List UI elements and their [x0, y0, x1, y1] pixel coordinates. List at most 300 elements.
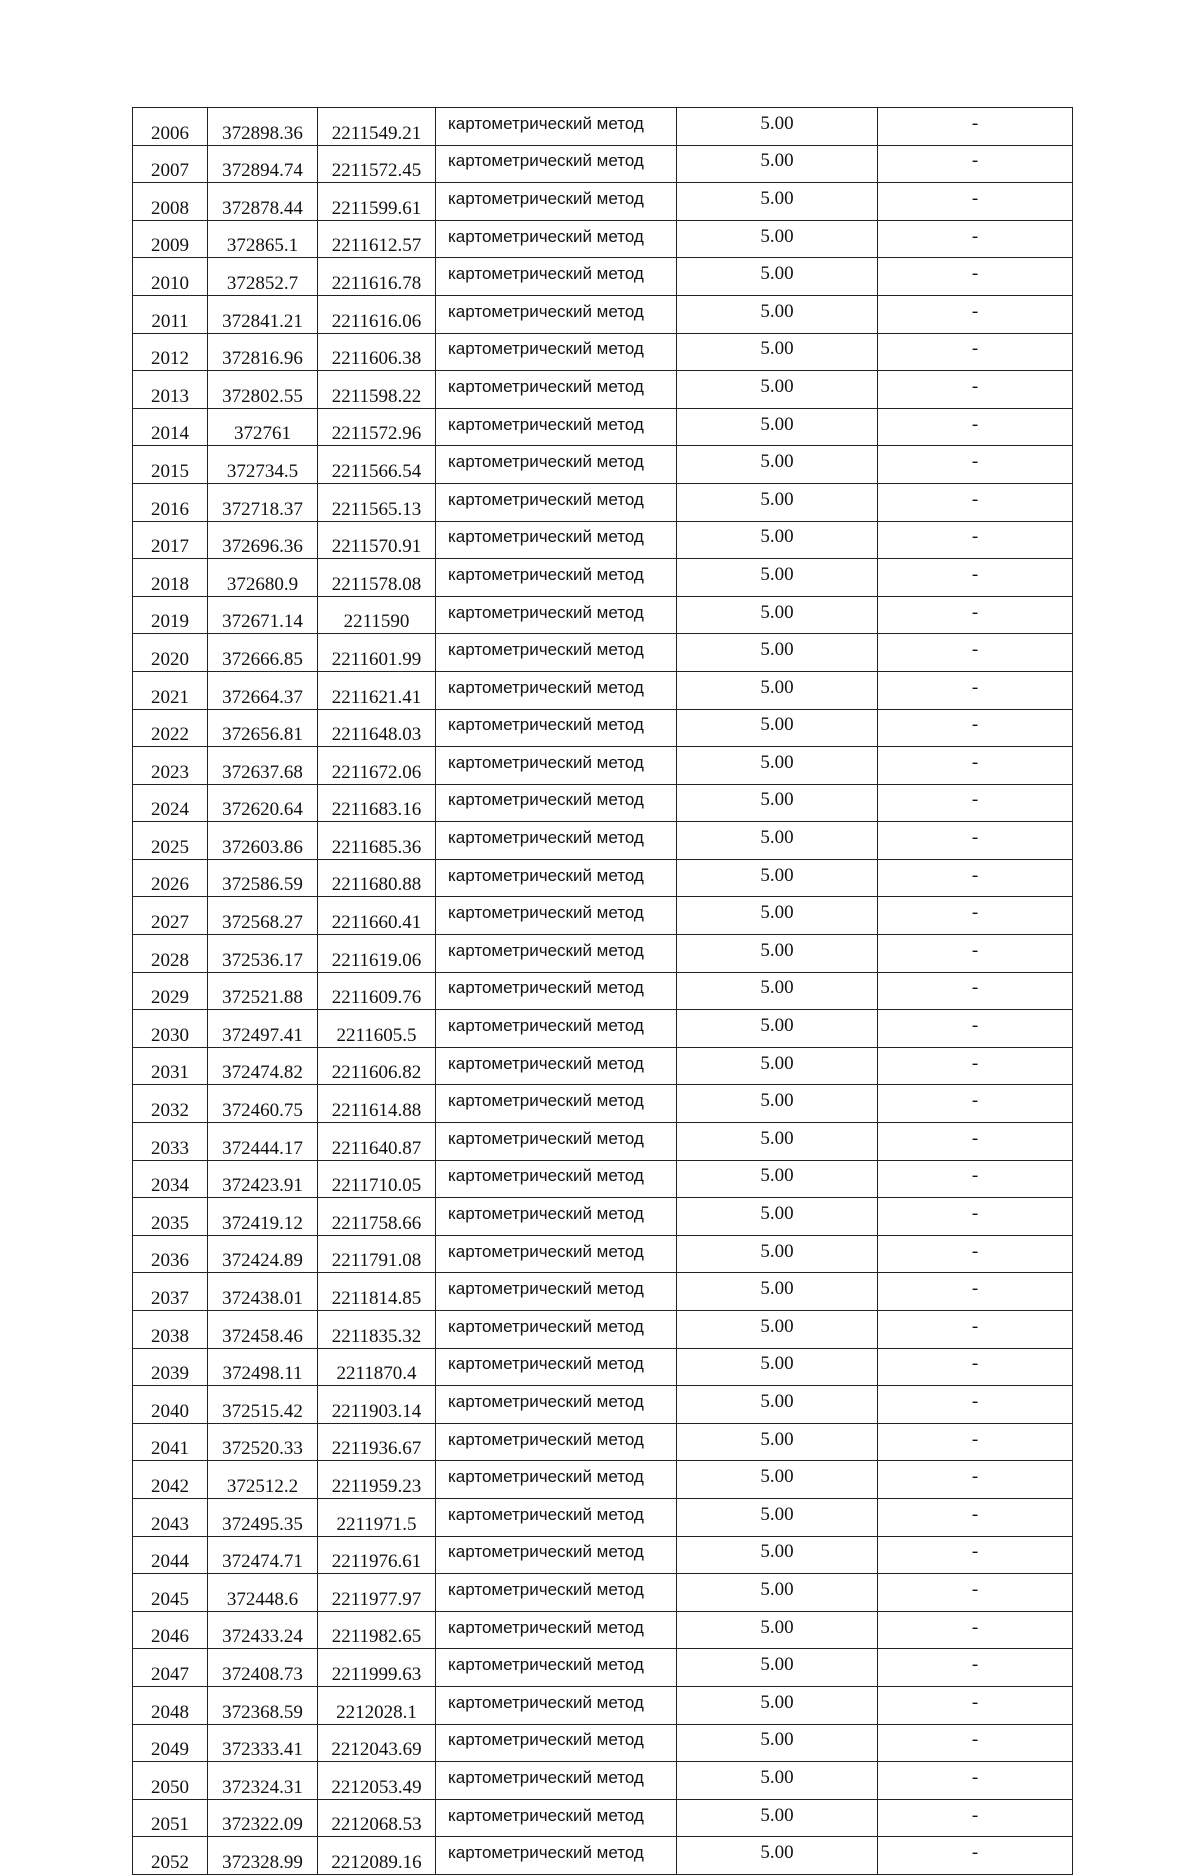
y-coordinate-cell: 2211870.4: [318, 1348, 436, 1386]
accuracy-cell: 5.00: [677, 822, 878, 860]
table-row: [133, 1724, 1073, 1762]
table-row: [133, 822, 1073, 860]
y-coordinate-cell: 2211572.96: [318, 408, 436, 446]
x-coordinate-cell: 372536.17: [208, 935, 318, 973]
accuracy-cell: 5.00: [677, 559, 878, 597]
note-cell: -: [878, 220, 1073, 258]
note-cell: -: [878, 1461, 1073, 1499]
method-cell: картометрический метод: [436, 1311, 677, 1349]
method-cell: картометрический метод: [436, 258, 677, 296]
x-coordinate-cell: 372328.99: [208, 1837, 318, 1875]
table-row: [133, 559, 1073, 597]
note-cell: -: [878, 559, 1073, 597]
method-cell: картометрический метод: [436, 784, 677, 822]
x-coordinate-cell: 372761: [208, 408, 318, 446]
y-coordinate-cell: 2211621.41: [318, 671, 436, 709]
table-row: [133, 671, 1073, 709]
table-row: [133, 935, 1073, 973]
accuracy-cell: 5.00: [677, 1085, 878, 1123]
accuracy-cell: 5.00: [677, 1611, 878, 1649]
y-coordinate-cell: 2211572.45: [318, 145, 436, 183]
table-row: [133, 784, 1073, 822]
note-cell: -: [878, 1649, 1073, 1687]
x-coordinate-cell: 372424.89: [208, 1235, 318, 1273]
method-cell: картометрический метод: [436, 897, 677, 935]
y-coordinate-cell: 2211758.66: [318, 1198, 436, 1236]
point-number-cell: 2048: [133, 1686, 208, 1724]
accuracy-cell: 5.00: [677, 1686, 878, 1724]
point-number-cell: 2025: [133, 822, 208, 860]
method-cell: картометрический метод: [436, 521, 677, 559]
note-cell: -: [878, 145, 1073, 183]
table-row: [133, 859, 1073, 897]
method-cell: картометрический метод: [436, 1235, 677, 1273]
table-row: [133, 1799, 1073, 1837]
table-row: [133, 108, 1073, 146]
y-coordinate-cell: 2212028.1: [318, 1686, 436, 1724]
table-row: [133, 145, 1073, 183]
accuracy-cell: 5.00: [677, 972, 878, 1010]
x-coordinate-cell: 372620.64: [208, 784, 318, 822]
y-coordinate-cell: 2211660.41: [318, 897, 436, 935]
note-cell: -: [878, 1047, 1073, 1085]
point-number-cell: 2021: [133, 671, 208, 709]
table-row: [133, 1348, 1073, 1386]
point-number-cell: 2041: [133, 1423, 208, 1461]
table-row: [133, 1123, 1073, 1161]
point-number-cell: 2035: [133, 1198, 208, 1236]
y-coordinate-cell: 2211903.14: [318, 1386, 436, 1424]
table-row: [133, 408, 1073, 446]
y-coordinate-cell: 2211976.61: [318, 1536, 436, 1574]
y-coordinate-cell: 2211614.88: [318, 1085, 436, 1123]
point-number-cell: 2045: [133, 1574, 208, 1612]
table-row: [133, 747, 1073, 785]
method-cell: картометрический метод: [436, 1498, 677, 1536]
y-coordinate-cell: 2211977.97: [318, 1574, 436, 1612]
point-number-cell: 2022: [133, 709, 208, 747]
y-coordinate-cell: 2211616.78: [318, 258, 436, 296]
accuracy-cell: 5.00: [677, 1348, 878, 1386]
method-cell: картометрический метод: [436, 559, 677, 597]
y-coordinate-cell: 2211959.23: [318, 1461, 436, 1499]
y-coordinate-cell: 2211710.05: [318, 1160, 436, 1198]
accuracy-cell: 5.00: [677, 1047, 878, 1085]
accuracy-cell: 5.00: [677, 859, 878, 897]
accuracy-cell: 5.00: [677, 1311, 878, 1349]
y-coordinate-cell: 2211601.99: [318, 634, 436, 672]
table-row: [133, 1198, 1073, 1236]
y-coordinate-cell: 2211570.91: [318, 521, 436, 559]
y-coordinate-cell: 2211549.21: [318, 108, 436, 146]
note-cell: -: [878, 822, 1073, 860]
point-number-cell: 2039: [133, 1348, 208, 1386]
point-number-cell: 2049: [133, 1724, 208, 1762]
x-coordinate-cell: 372444.17: [208, 1123, 318, 1161]
method-cell: картометрический метод: [436, 671, 677, 709]
point-number-cell: 2013: [133, 371, 208, 409]
table-row: [133, 596, 1073, 634]
method-cell: картометрический метод: [436, 1799, 677, 1837]
method-cell: картометрический метод: [436, 1536, 677, 1574]
x-coordinate-cell: 372512.2: [208, 1461, 318, 1499]
point-number-cell: 2024: [133, 784, 208, 822]
note-cell: -: [878, 859, 1073, 897]
table-row: [133, 1235, 1073, 1273]
x-coordinate-cell: 372656.81: [208, 709, 318, 747]
method-cell: картометрический метод: [436, 1611, 677, 1649]
accuracy-cell: 5.00: [677, 1536, 878, 1574]
point-number-cell: 2044: [133, 1536, 208, 1574]
method-cell: картометрический метод: [436, 1686, 677, 1724]
note-cell: -: [878, 1837, 1073, 1875]
method-cell: картометрический метод: [436, 108, 677, 146]
point-number-cell: 2019: [133, 596, 208, 634]
y-coordinate-cell: 2212043.69: [318, 1724, 436, 1762]
note-cell: -: [878, 1198, 1073, 1236]
accuracy-cell: 5.00: [677, 220, 878, 258]
note-cell: -: [878, 108, 1073, 146]
point-number-cell: 2027: [133, 897, 208, 935]
point-number-cell: 2016: [133, 483, 208, 521]
method-cell: картометрический метод: [436, 408, 677, 446]
note-cell: -: [878, 333, 1073, 371]
x-coordinate-cell: 372586.59: [208, 859, 318, 897]
x-coordinate-cell: 372438.01: [208, 1273, 318, 1311]
note-cell: -: [878, 1160, 1073, 1198]
x-coordinate-cell: 372521.88: [208, 972, 318, 1010]
y-coordinate-cell: 2211936.67: [318, 1423, 436, 1461]
point-number-cell: 2032: [133, 1085, 208, 1123]
method-cell: картометрический метод: [436, 333, 677, 371]
accuracy-cell: 5.00: [677, 108, 878, 146]
y-coordinate-cell: 2212053.49: [318, 1762, 436, 1800]
x-coordinate-cell: 372322.09: [208, 1799, 318, 1837]
point-number-cell: 2011: [133, 295, 208, 333]
y-coordinate-cell: 2211599.61: [318, 183, 436, 221]
y-coordinate-cell: 2211619.06: [318, 935, 436, 973]
table-row: [133, 333, 1073, 371]
x-coordinate-cell: 372666.85: [208, 634, 318, 672]
table-row: [133, 1461, 1073, 1499]
accuracy-cell: 5.00: [677, 747, 878, 785]
point-number-cell: 2008: [133, 183, 208, 221]
accuracy-cell: 5.00: [677, 483, 878, 521]
point-number-cell: 2042: [133, 1461, 208, 1499]
x-coordinate-cell: 372852.7: [208, 258, 318, 296]
table-row: [133, 521, 1073, 559]
table-row: [133, 295, 1073, 333]
y-coordinate-cell: 2211982.65: [318, 1611, 436, 1649]
method-cell: картометрический метод: [436, 295, 677, 333]
method-cell: картометрический метод: [436, 1085, 677, 1123]
accuracy-cell: 5.00: [677, 371, 878, 409]
y-coordinate-cell: 2211814.85: [318, 1273, 436, 1311]
accuracy-cell: 5.00: [677, 295, 878, 333]
table-row: [133, 1611, 1073, 1649]
method-cell: картометрический метод: [436, 371, 677, 409]
accuracy-cell: 5.00: [677, 1386, 878, 1424]
note-cell: -: [878, 446, 1073, 484]
y-coordinate-cell: 2211565.13: [318, 483, 436, 521]
method-cell: картометрический метод: [436, 1837, 677, 1875]
y-coordinate-cell: 2211680.88: [318, 859, 436, 897]
accuracy-cell: 5.00: [677, 596, 878, 634]
point-number-cell: 2017: [133, 521, 208, 559]
y-coordinate-cell: 2211598.22: [318, 371, 436, 409]
y-coordinate-cell: 2211578.08: [318, 559, 436, 597]
accuracy-cell: 5.00: [677, 408, 878, 446]
accuracy-cell: 5.00: [677, 671, 878, 709]
method-cell: картометрический метод: [436, 1047, 677, 1085]
point-number-cell: 2015: [133, 446, 208, 484]
x-coordinate-cell: 372718.37: [208, 483, 318, 521]
point-number-cell: 2006: [133, 108, 208, 146]
method-cell: картометрический метод: [436, 859, 677, 897]
note-cell: -: [878, 1235, 1073, 1273]
note-cell: -: [878, 709, 1073, 747]
y-coordinate-cell: 2211835.32: [318, 1311, 436, 1349]
point-number-cell: 2050: [133, 1762, 208, 1800]
x-coordinate-cell: 372497.41: [208, 1010, 318, 1048]
x-coordinate-cell: 372333.41: [208, 1724, 318, 1762]
x-coordinate-cell: 372734.5: [208, 446, 318, 484]
table-row: [133, 1837, 1073, 1875]
x-coordinate-cell: 372408.73: [208, 1649, 318, 1687]
table-row: [133, 1386, 1073, 1424]
note-cell: -: [878, 596, 1073, 634]
point-number-cell: 2034: [133, 1160, 208, 1198]
point-number-cell: 2052: [133, 1837, 208, 1875]
y-coordinate-cell: 2211971.5: [318, 1498, 436, 1536]
x-coordinate-cell: 372671.14: [208, 596, 318, 634]
table-row: [133, 709, 1073, 747]
table-row: [133, 220, 1073, 258]
accuracy-cell: 5.00: [677, 1461, 878, 1499]
x-coordinate-cell: 372637.68: [208, 747, 318, 785]
note-cell: -: [878, 1574, 1073, 1612]
x-coordinate-cell: 372878.44: [208, 183, 318, 221]
note-cell: -: [878, 1762, 1073, 1800]
accuracy-cell: 5.00: [677, 1123, 878, 1161]
x-coordinate-cell: 372460.75: [208, 1085, 318, 1123]
accuracy-cell: 5.00: [677, 1273, 878, 1311]
table-row: [133, 1160, 1073, 1198]
x-coordinate-cell: 372664.37: [208, 671, 318, 709]
y-coordinate-cell: 2211606.38: [318, 333, 436, 371]
x-coordinate-cell: 372324.31: [208, 1762, 318, 1800]
coordinates-table-body: [133, 108, 1073, 1875]
y-coordinate-cell: 2211685.36: [318, 822, 436, 860]
accuracy-cell: 5.00: [677, 1837, 878, 1875]
point-number-cell: 2007: [133, 145, 208, 183]
accuracy-cell: 5.00: [677, 333, 878, 371]
note-cell: -: [878, 1010, 1073, 1048]
note-cell: -: [878, 747, 1073, 785]
x-coordinate-cell: 372816.96: [208, 333, 318, 371]
accuracy-cell: 5.00: [677, 258, 878, 296]
accuracy-cell: 5.00: [677, 897, 878, 935]
table-row: [133, 1423, 1073, 1461]
method-cell: картометрический метод: [436, 1348, 677, 1386]
note-cell: -: [878, 1273, 1073, 1311]
note-cell: -: [878, 897, 1073, 935]
method-cell: картометрический метод: [436, 1423, 677, 1461]
y-coordinate-cell: 2211566.54: [318, 446, 436, 484]
note-cell: -: [878, 1311, 1073, 1349]
method-cell: картометрический метод: [436, 483, 677, 521]
y-coordinate-cell: 2211791.08: [318, 1235, 436, 1273]
note-cell: -: [878, 295, 1073, 333]
table-row: [133, 183, 1073, 221]
note-cell: -: [878, 1686, 1073, 1724]
point-number-cell: 2018: [133, 559, 208, 597]
point-number-cell: 2009: [133, 220, 208, 258]
y-coordinate-cell: 2211999.63: [318, 1649, 436, 1687]
note-cell: -: [878, 1123, 1073, 1161]
method-cell: картометрический метод: [436, 709, 677, 747]
method-cell: картометрический метод: [436, 1123, 677, 1161]
method-cell: картометрический метод: [436, 935, 677, 973]
y-coordinate-cell: 2211609.76: [318, 972, 436, 1010]
method-cell: картометрический метод: [436, 1762, 677, 1800]
accuracy-cell: 5.00: [677, 1724, 878, 1762]
coordinates-table: [132, 107, 1073, 1875]
point-number-cell: 2047: [133, 1649, 208, 1687]
method-cell: картометрический метод: [436, 1461, 677, 1499]
note-cell: -: [878, 371, 1073, 409]
x-coordinate-cell: 372474.71: [208, 1536, 318, 1574]
x-coordinate-cell: 372894.74: [208, 145, 318, 183]
accuracy-cell: 5.00: [677, 634, 878, 672]
accuracy-cell: 5.00: [677, 1498, 878, 1536]
point-number-cell: 2026: [133, 859, 208, 897]
method-cell: картометрический метод: [436, 1160, 677, 1198]
y-coordinate-cell: 2211672.06: [318, 747, 436, 785]
point-number-cell: 2040: [133, 1386, 208, 1424]
method-cell: картометрический метод: [436, 634, 677, 672]
note-cell: -: [878, 521, 1073, 559]
accuracy-cell: 5.00: [677, 1649, 878, 1687]
method-cell: картометрический метод: [436, 446, 677, 484]
point-number-cell: 2046: [133, 1611, 208, 1649]
accuracy-cell: 5.00: [677, 1423, 878, 1461]
table-row: [133, 258, 1073, 296]
accuracy-cell: 5.00: [677, 1198, 878, 1236]
point-number-cell: 2010: [133, 258, 208, 296]
method-cell: картометрический метод: [436, 972, 677, 1010]
note-cell: -: [878, 1799, 1073, 1837]
note-cell: -: [878, 408, 1073, 446]
y-coordinate-cell: 2211606.82: [318, 1047, 436, 1085]
x-coordinate-cell: 372865.1: [208, 220, 318, 258]
accuracy-cell: 5.00: [677, 446, 878, 484]
table-row: [133, 446, 1073, 484]
method-cell: картометрический метод: [436, 145, 677, 183]
method-cell: картометрический метод: [436, 747, 677, 785]
note-cell: -: [878, 1423, 1073, 1461]
x-coordinate-cell: 372520.33: [208, 1423, 318, 1461]
accuracy-cell: 5.00: [677, 145, 878, 183]
table-row: [133, 371, 1073, 409]
point-number-cell: 2051: [133, 1799, 208, 1837]
note-cell: -: [878, 1348, 1073, 1386]
point-number-cell: 2020: [133, 634, 208, 672]
x-coordinate-cell: 372458.46: [208, 1311, 318, 1349]
point-number-cell: 2023: [133, 747, 208, 785]
note-cell: -: [878, 671, 1073, 709]
accuracy-cell: 5.00: [677, 1762, 878, 1800]
x-coordinate-cell: 372495.35: [208, 1498, 318, 1536]
note-cell: -: [878, 1536, 1073, 1574]
x-coordinate-cell: 372423.91: [208, 1160, 318, 1198]
table-row: [133, 1574, 1073, 1612]
point-number-cell: 2033: [133, 1123, 208, 1161]
x-coordinate-cell: 372448.6: [208, 1574, 318, 1612]
table-row: [133, 1273, 1073, 1311]
accuracy-cell: 5.00: [677, 1235, 878, 1273]
x-coordinate-cell: 372898.36: [208, 108, 318, 146]
y-coordinate-cell: 2211612.57: [318, 220, 436, 258]
note-cell: -: [878, 935, 1073, 973]
method-cell: картометрический метод: [436, 183, 677, 221]
table-row: [133, 1686, 1073, 1724]
accuracy-cell: 5.00: [677, 935, 878, 973]
method-cell: картометрический метод: [436, 1273, 677, 1311]
point-number-cell: 2030: [133, 1010, 208, 1048]
x-coordinate-cell: 372515.42: [208, 1386, 318, 1424]
table-row: [133, 634, 1073, 672]
accuracy-cell: 5.00: [677, 709, 878, 747]
y-coordinate-cell: 2211590: [318, 596, 436, 634]
method-cell: картометрический метод: [436, 1198, 677, 1236]
note-cell: -: [878, 483, 1073, 521]
table-row: [133, 1047, 1073, 1085]
note-cell: -: [878, 1611, 1073, 1649]
point-number-cell: 2029: [133, 972, 208, 1010]
method-cell: картометрический метод: [436, 1386, 677, 1424]
method-cell: картометрический метод: [436, 822, 677, 860]
x-coordinate-cell: 372433.24: [208, 1611, 318, 1649]
accuracy-cell: 5.00: [677, 1160, 878, 1198]
method-cell: картометрический метод: [436, 1649, 677, 1687]
table-row: [133, 1762, 1073, 1800]
x-coordinate-cell: 372474.82: [208, 1047, 318, 1085]
table-row: [133, 1311, 1073, 1349]
method-cell: картометрический метод: [436, 1010, 677, 1048]
table-row: [133, 1085, 1073, 1123]
x-coordinate-cell: 372419.12: [208, 1198, 318, 1236]
point-number-cell: 2028: [133, 935, 208, 973]
table-row: [133, 972, 1073, 1010]
point-number-cell: 2036: [133, 1235, 208, 1273]
y-coordinate-cell: 2211683.16: [318, 784, 436, 822]
y-coordinate-cell: 2211640.87: [318, 1123, 436, 1161]
table-row: [133, 1498, 1073, 1536]
table-row: [133, 1536, 1073, 1574]
point-number-cell: 2014: [133, 408, 208, 446]
y-coordinate-cell: 2211648.03: [318, 709, 436, 747]
accuracy-cell: 5.00: [677, 521, 878, 559]
table-row: [133, 1010, 1073, 1048]
y-coordinate-cell: 2211616.06: [318, 295, 436, 333]
x-coordinate-cell: 372568.27: [208, 897, 318, 935]
note-cell: -: [878, 634, 1073, 672]
x-coordinate-cell: 372680.9: [208, 559, 318, 597]
note-cell: -: [878, 784, 1073, 822]
x-coordinate-cell: 372802.55: [208, 371, 318, 409]
table-row: [133, 483, 1073, 521]
